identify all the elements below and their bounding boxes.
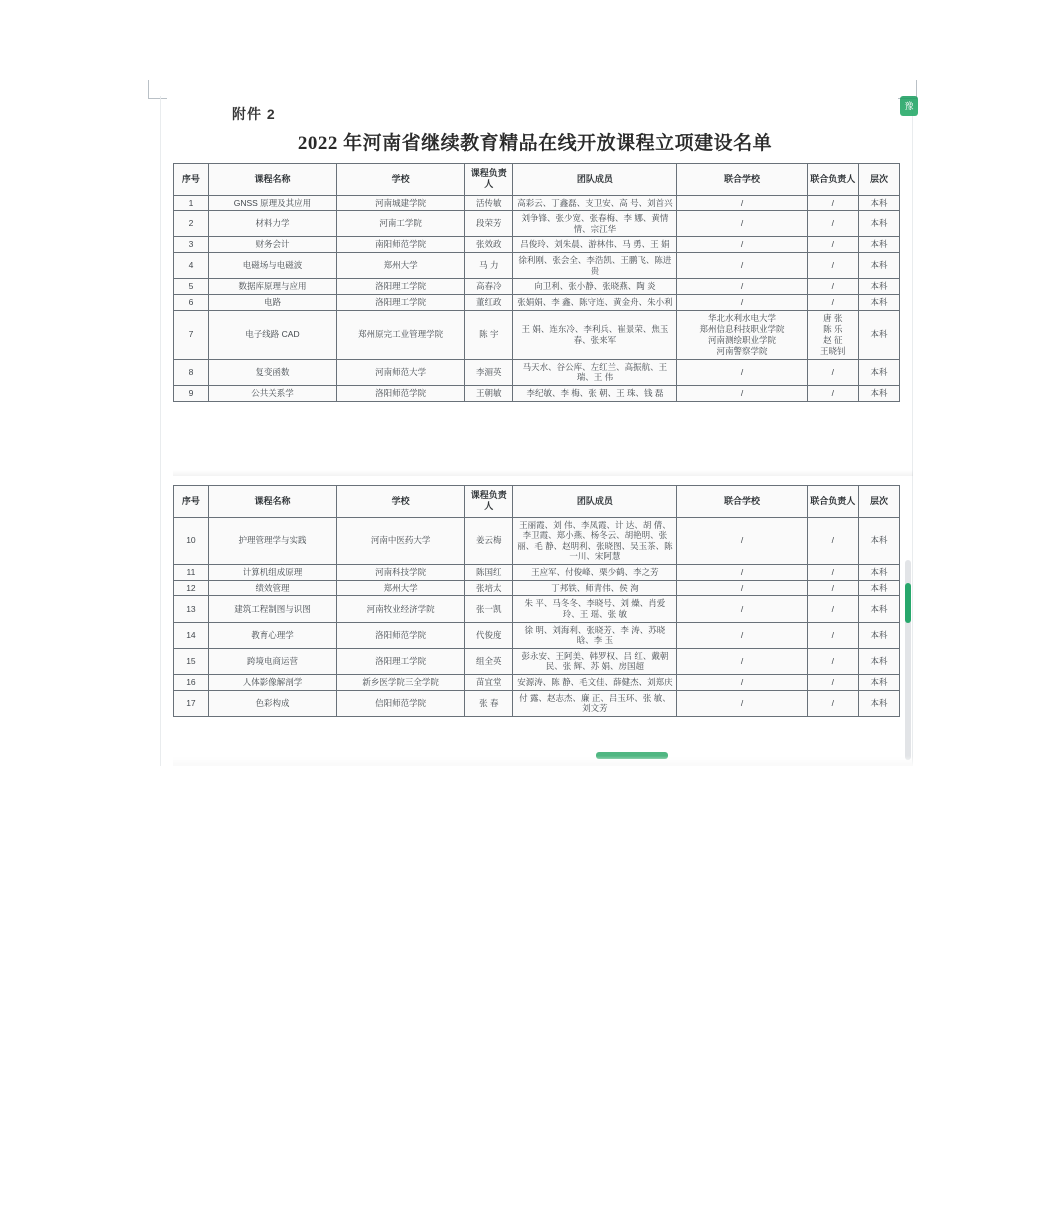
- cell-union-school: /: [677, 279, 807, 295]
- cell-course: GNSS 原理及其应用: [208, 195, 336, 211]
- cell-course: 建筑工程制图与识图: [208, 596, 336, 622]
- cell-level: 本科: [858, 517, 899, 565]
- cell-level: 本科: [858, 580, 899, 596]
- cell-course: 计算机组成原理: [208, 565, 336, 581]
- table-row: [174, 211, 900, 237]
- cell-school: 信阳师范学院: [337, 690, 465, 716]
- cell-school: 洛阳师范学院: [337, 622, 465, 648]
- table-row: [174, 580, 900, 596]
- cell-course: 电子线路 CAD: [208, 310, 336, 359]
- page-title: 2022 年河南省继续教育精品在线开放课程立项建设名单: [297, 133, 773, 154]
- th-union-leader: 联合负责人: [807, 486, 858, 518]
- cell-union-leader: /: [807, 359, 858, 385]
- table-row: [174, 195, 900, 211]
- cell-school: 洛阳理工学院: [337, 279, 465, 295]
- cell-union-school: /: [677, 195, 807, 211]
- th-course: 课程名称: [208, 486, 336, 518]
- table-row: [174, 565, 900, 581]
- cell-union-school: /: [677, 359, 807, 385]
- table-row: [174, 294, 900, 310]
- th-members: 团队成员: [513, 486, 677, 518]
- page-bottom-fade: [173, 756, 913, 766]
- cell-leader: 王朝敏: [465, 385, 513, 401]
- cell-union-leader: /: [807, 294, 858, 310]
- cell-union-school: /: [677, 211, 807, 237]
- cell-level: 本科: [858, 310, 899, 359]
- cell-level: 本科: [858, 279, 899, 295]
- cell-no: 4: [174, 253, 209, 279]
- cell-members: 李纪敏、李 梅、张 朝、王 珠、钱 磊: [513, 385, 677, 401]
- th-leader: 课程负责人: [465, 164, 513, 196]
- table-row: [174, 596, 900, 622]
- cell-school: 洛阳师范学院: [337, 385, 465, 401]
- cell-level: 本科: [858, 237, 899, 253]
- cell-union-leader: /: [807, 385, 858, 401]
- th-level: 层次: [858, 164, 899, 196]
- cell-no: 5: [174, 279, 209, 295]
- cell-union-leader: /: [807, 648, 858, 674]
- cell-no: 9: [174, 385, 209, 401]
- table-row: [174, 253, 900, 279]
- cell-union-leader: /: [807, 253, 858, 279]
- cell-school: 南阳师范学院: [337, 237, 465, 253]
- cell-school: 河南中医药大学: [337, 517, 465, 565]
- seal-stamp-icon: 豫: [900, 96, 918, 116]
- th-no: 序号: [174, 164, 209, 196]
- cell-leader: 马 力: [465, 253, 513, 279]
- cell-course: 护理管理学与实践: [208, 517, 336, 565]
- cell-no: 15: [174, 648, 209, 674]
- cell-school: 河南师范大学: [337, 359, 465, 385]
- th-union-leader: 联合负责人: [807, 164, 858, 196]
- cell-level: 本科: [858, 253, 899, 279]
- cell-leader: 张效政: [465, 237, 513, 253]
- cell-members: 徐利刚、张会全、李浩凯、王鹏飞、陈进贵: [513, 253, 677, 279]
- cell-members: 安源涛、陈 静、毛文佳、薛健杰、刘郑庆: [513, 675, 677, 691]
- cell-union-leader: /: [807, 237, 858, 253]
- th-school: 学校: [337, 486, 465, 518]
- table-row: [174, 359, 900, 385]
- cell-no: 3: [174, 237, 209, 253]
- cell-leader: 张一凯: [465, 596, 513, 622]
- table-body-2: [174, 517, 900, 716]
- table-row: [174, 622, 900, 648]
- table-row: [174, 675, 900, 691]
- cell-leader: 组全英: [465, 648, 513, 674]
- table-row: [174, 648, 900, 674]
- page-shadow: [173, 470, 913, 476]
- cell-school: 河南科技学院: [337, 565, 465, 581]
- cell-leader: 董红政: [465, 294, 513, 310]
- cell-members: 吕俊玲、刘朱晨、游林伟、马 勇、王 娟: [513, 237, 677, 253]
- cell-level: 本科: [858, 565, 899, 581]
- cell-course: 复变函数: [208, 359, 336, 385]
- th-course: 课程名称: [208, 164, 336, 196]
- cell-union-school: /: [677, 253, 807, 279]
- cell-members: 王丽霞、刘 伟、李凤霞、计 达、胡 倩、李卫霞、郑小燕、杨冬云、胡艳明、张 丽、毛 静、赵明利、张晓图、吴玉茶、陈一川、宋阿慧: [513, 517, 677, 565]
- cell-union-leader: /: [807, 596, 858, 622]
- table-row: [174, 690, 900, 716]
- cell-leader: 陈 宇: [465, 310, 513, 359]
- cell-no: 12: [174, 580, 209, 596]
- page-edge-left: [160, 96, 161, 766]
- cell-union-leader: /: [807, 622, 858, 648]
- course-table-part-1: [173, 163, 900, 402]
- cell-members: 马天水、谷公库、左红兰、高振航、王 瑞、王 伟: [513, 359, 677, 385]
- cell-union-school: /: [677, 565, 807, 581]
- cell-no: 7: [174, 310, 209, 359]
- cell-no: 13: [174, 596, 209, 622]
- cell-level: 本科: [858, 675, 899, 691]
- cell-course: 财务会计: [208, 237, 336, 253]
- cell-course: 公共关系学: [208, 385, 336, 401]
- table-row: [174, 279, 900, 295]
- cell-union-school: /: [677, 580, 807, 596]
- cell-no: 11: [174, 565, 209, 581]
- cell-level: 本科: [858, 385, 899, 401]
- cell-members: 王应军、付俊峰、栗少鹤、李之芳: [513, 565, 677, 581]
- cell-union-leader: /: [807, 195, 858, 211]
- cell-leader: 活传敏: [465, 195, 513, 211]
- cell-course: 材料力学: [208, 211, 336, 237]
- cell-leader: 张培太: [465, 580, 513, 596]
- table-body-1: [174, 195, 900, 401]
- cell-members: 王 娟、连东冷、李利兵、崔景荣、焦玉春、张来军: [513, 310, 677, 359]
- cell-course: 跨境电商运营: [208, 648, 336, 674]
- cell-members: 朱 平、马冬冬、李晓号、刘 燥、肖爱玲、王 瑶、张 敏: [513, 596, 677, 622]
- table-header-row-1: [174, 164, 900, 196]
- cell-school: 洛阳理工学院: [337, 294, 465, 310]
- cell-union-leader: /: [807, 517, 858, 565]
- cell-school: 河南牧业经济学院: [337, 596, 465, 622]
- cell-union-leader: /: [807, 690, 858, 716]
- cell-union-leader: /: [807, 211, 858, 237]
- cell-school: 郑州大学: [337, 253, 465, 279]
- cell-union-school: /: [677, 622, 807, 648]
- cell-course: 人体影像解剖学: [208, 675, 336, 691]
- cell-union-leader: /: [807, 580, 858, 596]
- cell-no: 1: [174, 195, 209, 211]
- table-row: [174, 517, 900, 565]
- cell-union-school: /: [677, 385, 807, 401]
- cell-course: 电路: [208, 294, 336, 310]
- cell-members: 彭永安、王阿美、韩罗权、吕 红、戴朝民、张 辉、苏 娟、房国超: [513, 648, 677, 674]
- cell-level: 本科: [858, 648, 899, 674]
- table-header-row-2: [174, 486, 900, 518]
- cell-leader: 张 春: [465, 690, 513, 716]
- th-level: 层次: [858, 486, 899, 518]
- cell-members: 付 露、赵志杰、廉 正、吕玉环、张 敏、刘文芳: [513, 690, 677, 716]
- cell-leader: 李湄英: [465, 359, 513, 385]
- cell-school: 河南城建学院: [337, 195, 465, 211]
- th-leader: 课程负责人: [465, 486, 513, 518]
- cell-no: 10: [174, 517, 209, 565]
- course-table-part-2: [173, 485, 900, 717]
- cell-course: 电磁场与电磁波: [208, 253, 336, 279]
- cell-course: 色彩构成: [208, 690, 336, 716]
- cell-school: 新乡医学院三全学院: [337, 675, 465, 691]
- th-union-school: 联合学校: [677, 486, 807, 518]
- table-row: [174, 385, 900, 401]
- cell-union-school: /: [677, 517, 807, 565]
- cell-members: 高彩云、丁鑫磊、支卫安、高 号、刘首兴: [513, 195, 677, 211]
- th-members: 团队成员: [513, 164, 677, 196]
- cell-school: 郑州大学: [337, 580, 465, 596]
- scrollbar-thumb[interactable]: [905, 583, 911, 623]
- cell-leader: 姜云梅: [465, 517, 513, 565]
- cell-union-school: /: [677, 690, 807, 716]
- cell-union-leader: /: [807, 565, 858, 581]
- cell-no: 8: [174, 359, 209, 385]
- cell-level: 本科: [858, 596, 899, 622]
- attachment-label: 附件 2: [232, 106, 276, 122]
- cell-union-school: /: [677, 294, 807, 310]
- cell-leader: 苗宜堂: [465, 675, 513, 691]
- cell-union-school: /: [677, 675, 807, 691]
- cell-union-leader: 唐 张 陈 乐 赵 征 王晓钊: [807, 310, 858, 359]
- cell-members: 刘争锋、张少宽、张春梅、李 娜、黄情情、宗江华: [513, 211, 677, 237]
- cell-level: 本科: [858, 195, 899, 211]
- cell-no: 14: [174, 622, 209, 648]
- cell-union-school: /: [677, 648, 807, 674]
- cell-school: 河南工学院: [337, 211, 465, 237]
- cell-no: 16: [174, 675, 209, 691]
- cell-union-school: 华北水利水电大学 郑州信息科技职业学院 河南测绘职业学院 河南警察学院: [677, 310, 807, 359]
- cell-course: 绩效管理: [208, 580, 336, 596]
- cell-leader: 陈国红: [465, 565, 513, 581]
- cell-level: 本科: [858, 622, 899, 648]
- cell-no: 17: [174, 690, 209, 716]
- cell-level: 本科: [858, 294, 899, 310]
- cell-union-school: /: [677, 596, 807, 622]
- cell-members: 张娟娟、李 鑫、陈守连、黄金舟、朱小利: [513, 294, 677, 310]
- th-no: 序号: [174, 486, 209, 518]
- cell-school: 郑州原完工业管理学院: [337, 310, 465, 359]
- cell-school: 洛阳理工学院: [337, 648, 465, 674]
- cell-union-leader: /: [807, 279, 858, 295]
- th-school: 学校: [337, 164, 465, 196]
- cell-no: 6: [174, 294, 209, 310]
- cell-leader: 代俊度: [465, 622, 513, 648]
- cell-members: 向卫利、张小静、张晓燕、陶 炎: [513, 279, 677, 295]
- table-row: [174, 310, 900, 359]
- cell-union-school: /: [677, 237, 807, 253]
- cell-members: 丁邦铁、师青伟、侯 洵: [513, 580, 677, 596]
- page-edge-right: [912, 96, 913, 766]
- cell-leader: 段荣芳: [465, 211, 513, 237]
- cell-members: 徐 明、刘海利、张晓芳、李 涛、苏晓晗、李 玉: [513, 622, 677, 648]
- cell-level: 本科: [858, 359, 899, 385]
- cell-course: 教育心理学: [208, 622, 336, 648]
- cell-level: 本科: [858, 211, 899, 237]
- th-union-school: 联合学校: [677, 164, 807, 196]
- cell-course: 数据库原理与应用: [208, 279, 336, 295]
- table-row: [174, 237, 900, 253]
- cell-leader: 高春冷: [465, 279, 513, 295]
- cell-union-leader: /: [807, 675, 858, 691]
- cell-level: 本科: [858, 690, 899, 716]
- cell-no: 2: [174, 211, 209, 237]
